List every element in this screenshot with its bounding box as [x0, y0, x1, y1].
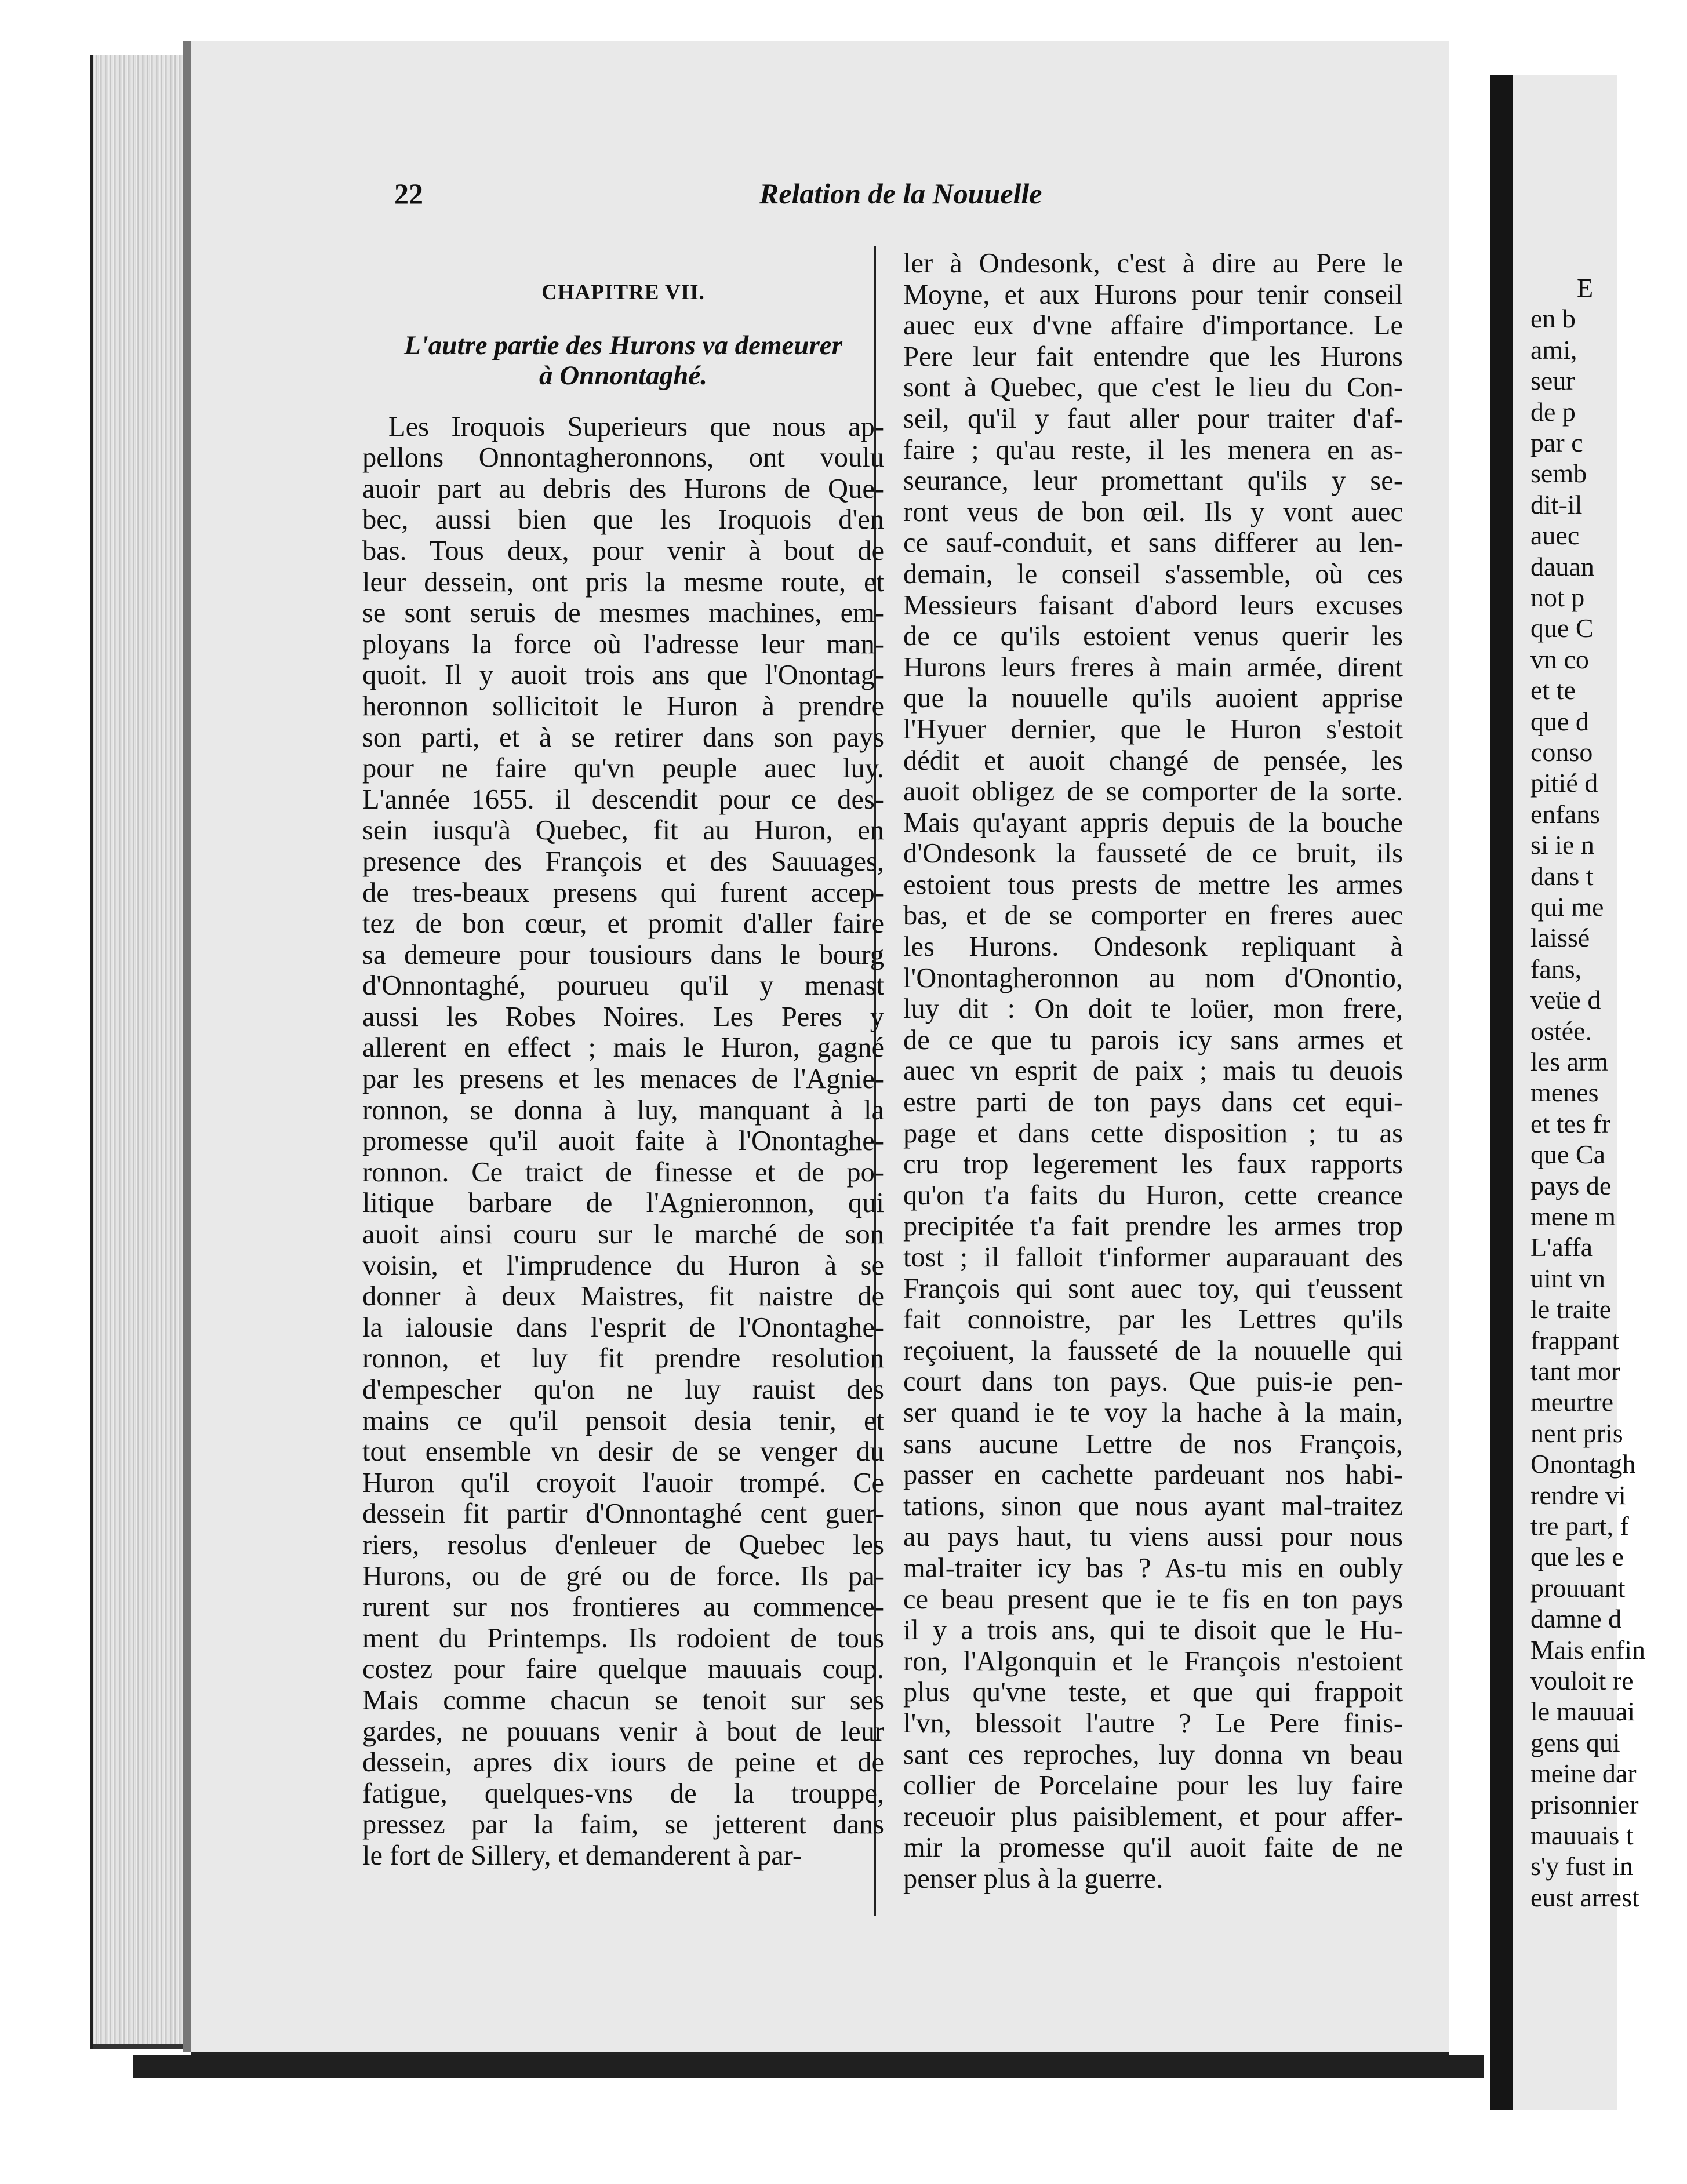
text-line: ce beau present que ie te fis en ton pays [903, 1584, 1403, 1615]
chapter-heading: CHAPITRE VII. [541, 281, 705, 304]
text-line: qu'on t'a faits du Huron, cette creance [903, 1180, 1403, 1211]
text-line: Messieurs faisant d'abord leurs excuses [903, 589, 1403, 621]
text-line: Mais qu'ayant appris depuis de la bouche [903, 807, 1403, 838]
text-line: auec eux d'vne affaire d'importance. Le [903, 310, 1403, 341]
text-line: se sont seruis de mesmes machines, em- [362, 598, 884, 629]
text-line: ronnon, et luy fit prendre resolution [362, 1343, 884, 1374]
text-line: court dans ton pays. Que puis-ie pen- [903, 1366, 1403, 1397]
text-line: ronnon, se donna à luy, manquant à la [362, 1094, 884, 1126]
text-line: sant ces reproches, luy donna vn beau [903, 1739, 1403, 1770]
text-line: Huron qu'il croyoit l'auoir trompé. Ce [362, 1467, 884, 1498]
text-line: tout ensemble vn desir de se venger du [362, 1436, 884, 1468]
text-line: promesse qu'il auoit faite à l'Onontaghe- [362, 1126, 884, 1157]
text-line: donner à deux Maistres, fit naistre de [362, 1281, 884, 1312]
text-line: gardes, ne pouuans venir à bout de leur [362, 1716, 884, 1747]
text-line: ce sauf-conduit, et sans differer au len- [903, 527, 1403, 559]
facing-page-line: semb [1530, 458, 1587, 489]
text-line: dédit et auoit changé de pensée, les [903, 745, 1403, 776]
facing-page-line: tre part, f [1530, 1511, 1629, 1541]
facing-page-line: seur [1530, 366, 1575, 396]
text-line: pour ne faire qu'vn peuple auec luy. [362, 753, 884, 784]
text-line: precipitée t'a fait prendre les armes trop [903, 1211, 1403, 1242]
facing-page-line: meurtre [1530, 1387, 1614, 1417]
text-line: plus qu'vne teste, et que qui frappoit [903, 1677, 1403, 1708]
left-column-text [362, 412, 884, 1872]
facing-page-line: mene m [1530, 1202, 1616, 1231]
text-line: bas, et de se comporter en freres auec [903, 900, 1403, 931]
text-line: au pays haut, tu viens aussi pour nous [903, 1521, 1403, 1553]
text-line: d'empescher qu'on ne luy rauist des [362, 1374, 884, 1405]
text-line: Mais comme chacun se tenoit sur ses [362, 1684, 884, 1716]
facing-page-line: le traite [1530, 1294, 1612, 1324]
facing-page-line: uint vn [1530, 1263, 1606, 1293]
facing-page-line: E [1577, 273, 1594, 303]
text-line: heronnon sollicitoit le Huron à prendre [362, 690, 884, 722]
text-line: ronnon. Ce traict de finesse et de po- [362, 1156, 884, 1188]
right-column [903, 248, 1403, 1894]
text-line: sont à Quebec, que c'est le lieu du Con- [903, 372, 1403, 403]
facing-page-line: nent pris [1530, 1418, 1623, 1448]
facing-page-line: gens qui [1530, 1727, 1620, 1757]
facing-page-line: Mais enfin [1530, 1635, 1646, 1665]
text-line: tost ; il falloit t'informer auparauant des [903, 1242, 1403, 1273]
facing-page-line: auec [1530, 520, 1580, 551]
text-line: pellons Onnontagheronnons, ont voulu [362, 442, 884, 474]
text-line: litique barbare de l'Agnieronnon, qui [362, 1188, 884, 1219]
text-line: bas. Tous deux, pour venir à bout de [362, 535, 884, 566]
text-line: collier de Porcelaine pour les luy faire [903, 1770, 1403, 1801]
text-line: ment du Printemps. Ils rodoient de tous [362, 1622, 884, 1654]
facing-page-line: frappant [1530, 1325, 1620, 1355]
chapter-subtitle [362, 330, 884, 391]
facing-page-line: que C [1530, 613, 1594, 643]
text-line: l'vn, blessoit l'autre ? Le Pere finis- [903, 1708, 1403, 1739]
facing-page-line: L'affa [1530, 1232, 1593, 1262]
text-line: tez de bon cœur, et promit d'aller faire [362, 908, 884, 940]
right-column-text [903, 248, 1403, 1894]
text-line: la ialousie dans l'esprit de l'Onontaghe- [362, 1312, 884, 1343]
facing-page-line: tant mor [1530, 1356, 1620, 1386]
facing-page-line: que Ca [1530, 1140, 1606, 1170]
facing-page-line: vn co [1530, 644, 1589, 674]
text-line: que la nouuelle qu'ils auoient apprise [903, 683, 1403, 714]
text-line: ront veus de bon œil. Ils y vont auec [903, 496, 1403, 527]
facing-page-line: dauan [1530, 551, 1594, 581]
chapter-subtitle-line: L'autre partie des Hurons va demeurer [404, 330, 842, 361]
text-line: l'Onontagheronnon au nom d'Onontio, [903, 962, 1403, 993]
text-line: dessein fit partir d'Onnontaghé cent guer- [362, 1498, 884, 1530]
facing-page-line: veüe d [1530, 985, 1601, 1015]
text-line: ser quand ie te voy la hache à la main, [903, 1397, 1403, 1428]
facing-page-line: rendre vi [1530, 1480, 1626, 1510]
text-line: ployans la force où l'adresse leur man- [362, 628, 884, 660]
text-line: bec, aussi bien que les Iroquois d'en [362, 504, 884, 536]
facing-page-line: en b [1530, 304, 1576, 334]
facing-page-line: damne d [1530, 1604, 1622, 1634]
text-line: mir la promesse qu'il auoit faite de ne [903, 1832, 1403, 1863]
text-line: l'Hyuer dernier, que le Huron s'estoit [903, 714, 1403, 745]
facing-page-line: conso [1530, 737, 1593, 767]
text-line: ler à Ondesonk, c'est à dire au Pere le [903, 248, 1403, 279]
facing-page-line: ami, [1530, 334, 1577, 365]
text-line: dessein, apres dix iours de peine et de [362, 1747, 884, 1778]
text-line: reçoiuent, la fausseté de la nouuelle qui [903, 1335, 1403, 1366]
page-number: 22 [394, 177, 423, 210]
facing-page-line: le mauuai [1530, 1697, 1635, 1727]
text-line: passer en cachette pardeuant nos habi- [903, 1459, 1403, 1491]
text-line: demain, le conseil s'assemble, où ces [903, 558, 1403, 589]
text-line: page et dans cette disposition ; tu as [903, 1118, 1403, 1149]
text-line: Moyne, et aux Hurons pour tenir conseil [903, 279, 1403, 310]
text-line: seil, qu'il y faut aller pour traiter d'af- [903, 403, 1403, 434]
facing-page-line: que d [1530, 706, 1589, 736]
text-line: François qui sont auec toy, qui t'eussent [903, 1273, 1403, 1304]
text-line: cru trop legerement les faux rapports [903, 1149, 1403, 1180]
text-line: d'Onnontaghé, pourueu qu'il y menast [362, 970, 884, 1002]
text-line: ron, l'Algonquin et le François n'estoient [903, 1646, 1403, 1677]
text-line: de ce que tu parois icy sans armes et [903, 1024, 1403, 1055]
text-line: il y a trois ans, qui te disoit que le Hu- [903, 1615, 1403, 1646]
text-line: fatigue, quelques-vns de la trouppe, [362, 1778, 884, 1809]
text-line: sein iusqu'à Quebec, fit au Huron, en [362, 815, 884, 846]
facing-page-line: eust arrest [1530, 1882, 1639, 1912]
facing-page-line: pays de [1530, 1170, 1612, 1200]
page-bottom-shadow [133, 2055, 1484, 2078]
text-line: le fort de Sillery, et demanderent à par- [362, 1840, 802, 1871]
facing-page-line: dit-il [1530, 489, 1583, 519]
text-line: tations, sinon que nous ayant mal-traitez [903, 1490, 1403, 1521]
text-line: Hurons leurs freres à main armée, dirent [903, 651, 1403, 683]
text-line: seurance, leur promettant qu'ils y se- [903, 465, 1403, 497]
facing-page [1490, 75, 1646, 2110]
text-line: allerent en effect ; mais le Huron, gagné [362, 1032, 884, 1064]
text-line: mal-traiter icy bas ? As-tu mis en oubly [903, 1552, 1403, 1584]
facing-page-line: et te [1530, 675, 1576, 705]
facing-page-line: s'y fust in [1530, 1851, 1633, 1881]
text-line: sans aucune Lettre de nos François, [903, 1428, 1403, 1459]
text-line: leur dessein, ont pris la mesme route, et [362, 566, 884, 598]
running-title: Relation de la Nouuelle [759, 177, 1042, 210]
text-line: fait connoistre, par les Lettres qu'ils [903, 1304, 1403, 1335]
facing-page-line: ostée. [1530, 1015, 1593, 1046]
facing-page-line: mauuais t [1530, 1821, 1634, 1850]
facing-page-line: Onontagh [1530, 1449, 1636, 1479]
chapter-subtitle-line: à Onnontaghé. [539, 360, 707, 391]
text-line: voisin, et l'imprudence du Huron à se [362, 1250, 884, 1281]
text-line: penser plus à la guerre. [903, 1863, 1164, 1894]
facing-page-line: meine dar [1530, 1759, 1637, 1789]
text-line: son parti, et à se retirer dans son pays [362, 722, 884, 753]
text-line: faire ; qu'au reste, il les menera en as- [903, 434, 1403, 465]
facing-page-line: pitié d [1530, 768, 1598, 798]
facing-page-line: de p [1530, 396, 1576, 427]
text-line: d'Ondesonk la fausseté de ce bruit, ils [903, 838, 1403, 869]
text-line: Hurons, ou de gré ou de force. Ils pa- [362, 1560, 884, 1592]
facing-page-line: si ie n [1530, 830, 1594, 860]
text-line: auoit obligez de se comporter de la sorte. [903, 776, 1403, 807]
text-line: L'année 1655. il descendit pour ce des- [362, 784, 884, 815]
text-line: aussi les Robes Noires. Les Peres y [362, 1001, 884, 1032]
facing-page-line: prouuant [1530, 1573, 1626, 1603]
left-column [362, 277, 884, 1872]
text-line: receuoir plus paisiblement, et pour affer- [903, 1801, 1403, 1832]
text-line: mains ce qu'il pensoit desia tenir, et [362, 1405, 884, 1436]
facing-page-line: que les e [1530, 1542, 1624, 1572]
facing-page-line: enfans [1530, 799, 1601, 829]
text-line: quoit. Il y auoit trois ans que l'Onontag- [362, 660, 884, 691]
text-line: presence des François et des Sauuages, [362, 846, 884, 877]
text-line: par les presens et les menaces de l'Agnie- [362, 1064, 884, 1095]
text-line: estre parti de ton pays dans cet equi- [903, 1087, 1403, 1118]
facing-page-line: vouloit re [1530, 1666, 1634, 1695]
text-line: de ce qu'ils estoient venus querir les [903, 621, 1403, 652]
text-line: riers, resolus d'enleuer de Quebec les [362, 1529, 884, 1560]
text-line: les Hurons. Ondesonk repliquant à [903, 931, 1403, 963]
text-line: de tres-beaux presens qui furent accep- [362, 877, 884, 908]
text-line: pressez par la faim, se jetterent dans [362, 1809, 884, 1840]
facing-page-line: par c [1530, 428, 1583, 457]
facing-page-line: dans t [1530, 861, 1594, 891]
text-line: rurent sur nos frontieres au commence- [362, 1592, 884, 1623]
facing-page-line: laissé [1530, 923, 1590, 953]
text-line: luy dit : On doit te loüer, mon frere, [903, 993, 1403, 1025]
facing-page-line: qui me [1530, 892, 1604, 922]
text-line: estoient tous prests de mettre les armes [903, 869, 1403, 900]
text-line: Pere leur fait entendre que les Hurons [903, 341, 1403, 372]
facing-page-line: menes [1530, 1078, 1599, 1108]
facing-page-line: les arm [1530, 1047, 1609, 1076]
text-line: Les Iroquois Superieurs que nous ap- [388, 411, 884, 442]
text-line: auec vn esprit de paix ; mais tu deuois [903, 1055, 1403, 1087]
facing-page-line: fans, [1530, 953, 1582, 984]
text-line: auoit ainsi couru sur le marché de son [362, 1219, 884, 1250]
text-line: auoir part au debris des Hurons de Que- [362, 473, 884, 504]
text-line: costez pour faire quelque mauuais coup. [362, 1654, 884, 1685]
facing-page-line: prisonnier [1530, 1789, 1639, 1819]
text-line: sa demeure pour tousiours dans le bourg [362, 939, 884, 970]
facing-page-line: not p [1530, 583, 1585, 612]
facing-page-line: et tes fr [1530, 1108, 1610, 1138]
